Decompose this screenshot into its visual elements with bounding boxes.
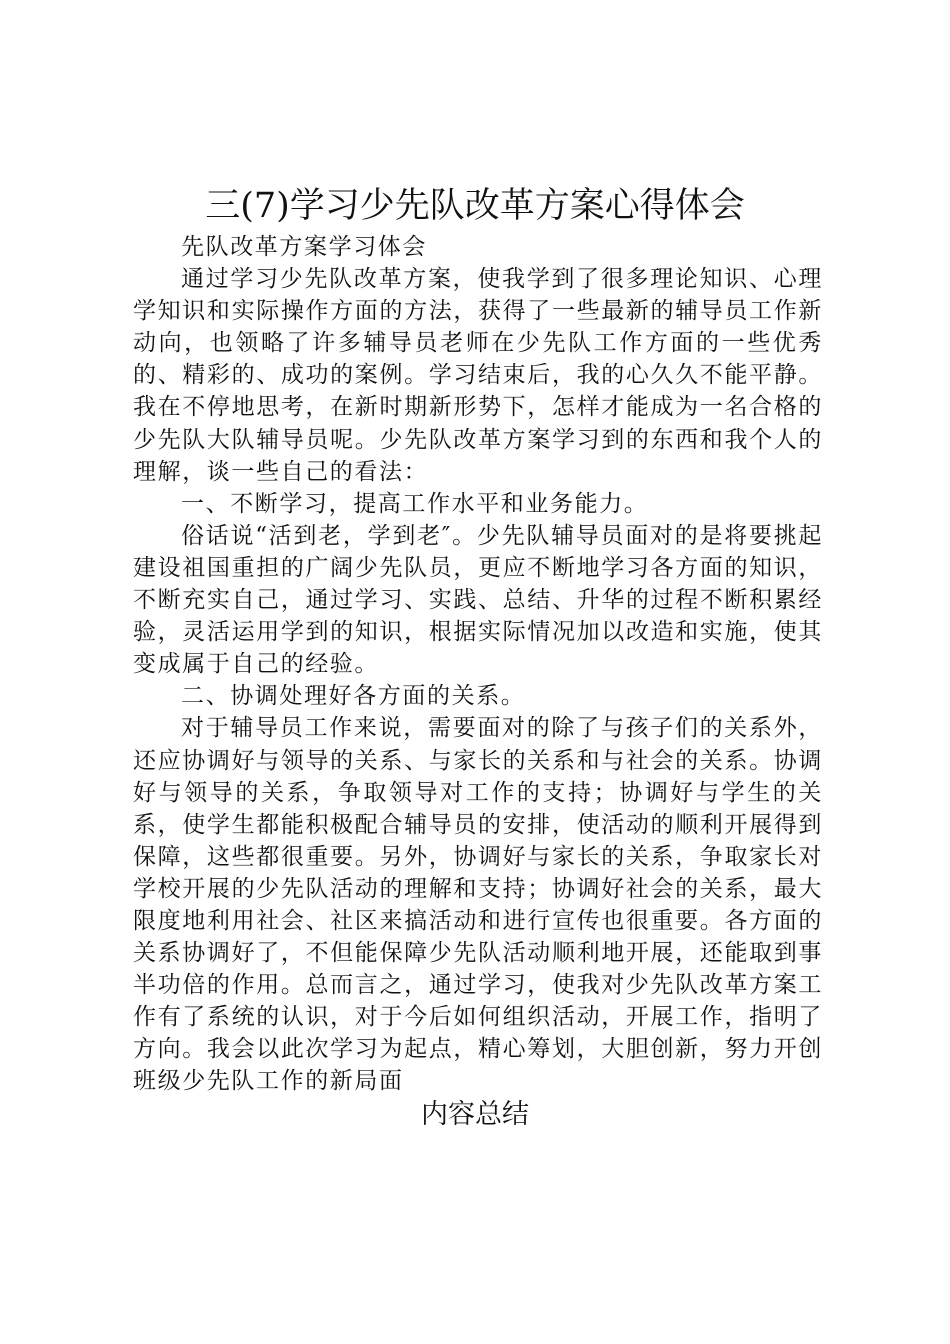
section-heading-1: 一、不断学习，提高工作水平和业务能力。 [181,490,649,517]
paragraph-section-1: 俗话说“活到老，学到老″。少先队辅导员面对的是将要挑起建设祖国重担的广阔少先队员，更应不断地学习各方面的知识，不断充实自己，通过学习、实践、总结、升华的过程不断积累经验，灵活运用学到的知识，根据实际情况加以改造和实施，使其变成属于自己的经验。 [133,522,823,678]
paragraph-subtitle: 先队改革方案学习体会 [181,234,427,260]
paragraph-section-2: 对于辅导员工作来说，需要面对的除了与孩子们的关系外，还应协调好与领导的关系、与家长的关系和与社会的关系。协调好与领导的关系，争取领导对工作的支持；协调好与学生的关系，使学生都能积极配合辅导员的安排，使活动的顺利开展得到保障，这些都很重要。另外，协调好与家长的关系，争取家长对学校开展的少先队活动的理解和支持；协调好社会的关系，最大限度地利用社会、社区来搞活动和进行宣传也很重要。各方面的关系协调好了，不但能保障少先队活动顺利地开展，还能取到事半功倍的作用。总而言之，通过学习，使我对少先队改革方案工作有了系统的认识，对于今后如何组织活动，开展工作，指明了方向。我会以此次学习为起点，精心筹划，大胆创新，努力开创班级少先队工作的新局面 [133,715,823,1095]
paragraph-intro: 通过学习少先队改革方案，使我学到了很多理论知识、心理学知识和实际操作方面的方法，获得了一些最新的辅导员工作新动向，也领略了许多辅导员老师在少先队工作方面的一些优秀的、精彩的、成功的案例。学习结束后，我的心久久不能平静。我在不停地思考，在新时期新形势下，怎样才能成为一名合格的少先队大队辅导员呢。少先队改革方案学习到的东西和我个人的理解，谈一些自己的看法： [133,266,823,485]
document-title: 三(7)学习少先队改革方案心得体会 [205,186,745,226]
summary-heading: 内容总结 [421,1099,529,1130]
document-body [133,231,823,1098]
section-heading-2: 二、协调处理好各方面的关系。 [181,683,526,710]
